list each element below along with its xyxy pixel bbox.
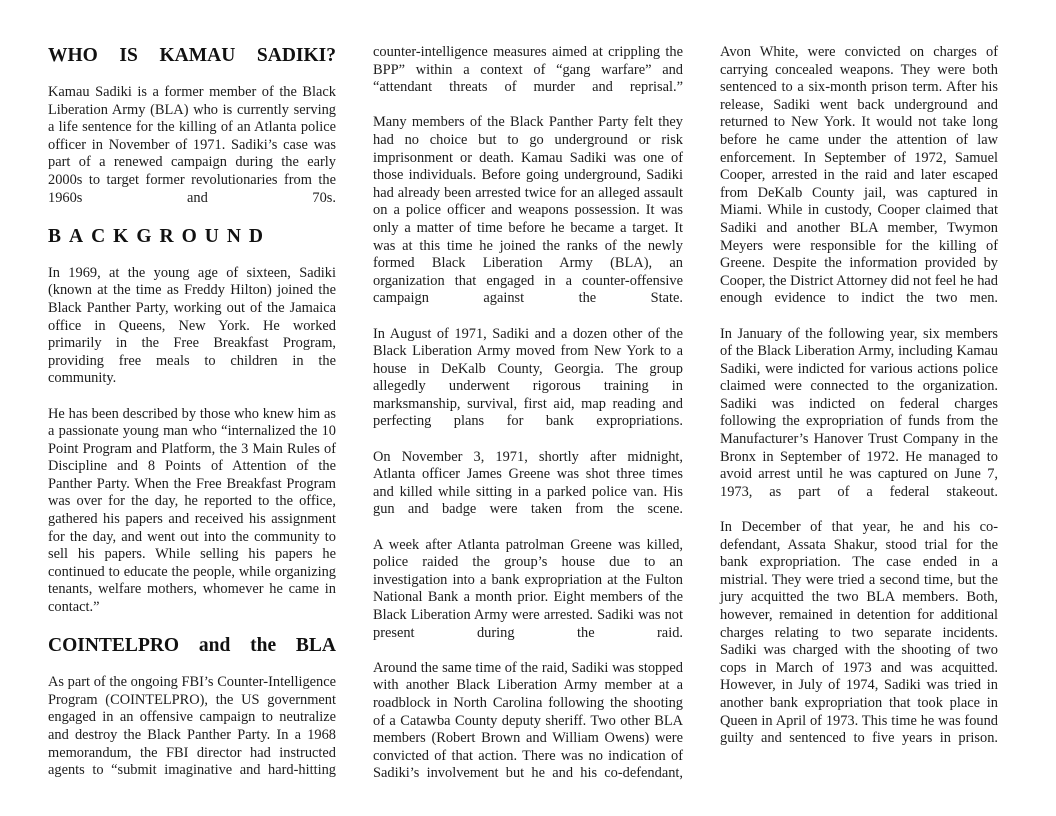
paragraph-underground: Many members of the Black Panther Party felt they had no choice but to go underground or risk imprisonment or death. Kamau Sadiki was one of those individuals. Before going underground, Sadiki had already been arrested twice for an alleged assault on a police officer and weapons possession. It was only a matter of time before he became a target. It was at this time he joined the ranks of the newly formed Black Liberation Army (BLA), an organization that engaged in a counter-offensive campaign against the State.	[373, 114, 683, 307]
heading-who-is-kamau-sadiki: WHO IS KAMAU SADIKI?	[48, 45, 336, 66]
column-2	[373, 44, 683, 801]
paragraph-august-1971: In August of 1971, Sadiki and a dozen other of the Black Liberation Army moved from New York to a house in DeKalb County, Georgia. The group allegedly underwent rigorous training in marksmanship, survival, first aid, map reading and perfecting plans for bank expropriations.	[373, 325, 683, 430]
paragraph-background-2: He has been described by those who knew him as a passionate young man who “internalized the 10 Point Program and Platform, the 3 Main Rules of Discipline and 8 Points of Attention of the Panther Party. When the Free Breakfast Program was over for the day, he reported to the office, gathered his papers and received his assignment for the day, and went out into the community to sell his papers. While selling his papers he continued to educate the people, while organizing tenants, welfare mothers, whomever he came in contact.”	[48, 405, 336, 616]
column-3	[720, 44, 998, 765]
paragraph-november-1971: On November 3, 1971, shortly after midnight, Atlanta officer James Greene was shot three times and killed while sitting in a parked police van. His gun and badge were taken from the scene.	[373, 448, 683, 518]
column-1	[48, 44, 336, 797]
heading-cointelpro: COINTELPRO and the BLA	[48, 635, 336, 657]
paragraph-roadblock: Around the same time of the raid, Sadiki was stopped with another Black Liberation Army member at a roadblock in North Carolina following the shooting of a Catawba County deputy sheriff. Two other BLA members (Robert Brown and William Owens) were convicted of that action. There was no indication of Sadiki’s involvement but he and his co-defendant,	[373, 659, 683, 782]
paragraph-indictment: In January of the following year, six members of the Black Liberation Army, including Kamau Sadiki, were indicted for various actions police claimed were connected to the organization. Sadiki was indicted on federal charges following the expropriation of funds from the Manufacturer’s Hanover Trust Company in the Bronx in September of 1972. He managed to avoid arrest until he was captured on June 7, 1973, as part of a federal stakeout.	[720, 325, 998, 500]
paragraph-background-1: In 1969, at the young age of sixteen, Sadiki (known at the time as Freddy Hilton) joined the Black Panther Party, working out of the Jamaica office in Queens, New York. He worked primarily in the Free Breakfast Program, providing free meals to children in the community.	[48, 264, 336, 387]
paragraph-cointelpro-1: As part of the ongoing FBI’s Counter-Intelligence Program (COINTELPRO), the US government engaged in an offensive campaign to neutralize and destroy the Black Panther Party. In a 1968 memorandum, the FBI director had instructed agents to “submit imaginative and hard-hitting	[48, 674, 336, 779]
paragraph-raid: A week after Atlanta patrolman Greene was killed, police raided the group’s house due to an investigation into a bank expropriation at the Fulton National Bank a month prior. Eight members of the Black Liberation Army were arrested. Sadiki was not present during the raid.	[373, 536, 683, 641]
paragraph-intro: Kamau Sadiki is a former member of the Black Liberation Army (BLA) who is currently serving a life sentence for the killing of an Atlanta police officer in November of 1971. Sadiki’s case was part of a renewed campaign during the early 2000s to target former revolutionaries from the 1960s and 70s.	[48, 84, 336, 206]
heading-background: BACKGROUND	[48, 225, 272, 247]
paragraph-trial: In December of that year, he and his co-defendant, Assata Shakur, stood trial for the bank expropriation. The case ended in a mistrial. They were tried a second time, but the jury acquitted the two BLA members. Both, however, remained in detention for additional charges relating to two separate incidents. Sadiki was charged with the shooting of two cops in March of 1973 and was acquitted. However, in July of 1974, Sadiki was tried in another bank expropriation that took place in Queen in April of 1973. This time he was found guilty and sentenced to five years in prison.	[720, 519, 998, 747]
paragraph-release: Avon White, were convicted on charges of carrying concealed weapons. They were both sentenced to a six-month prison term. After his release, Sadiki went back underground and returned to New York. It would not take long before he came under the attention of law enforcement. In September of 1972, Samuel Cooper, arrested in the raid and later escaped from DeKalb County jail, was captured in Miami. While in custody, Cooper claimed that Sadiki and another BLA member, Twymon Meyers were responsible for the killing of Greene. Despite the information provided by Cooper, the District Attorney did not feel he had enough evidence to indict the two men.	[720, 44, 998, 307]
paragraph-cointelpro-2: counter-intelligence measures aimed at crippling the BPP” within a context of “gang warfare” and “attendant threats of murder and reprisal.”	[373, 44, 683, 96]
